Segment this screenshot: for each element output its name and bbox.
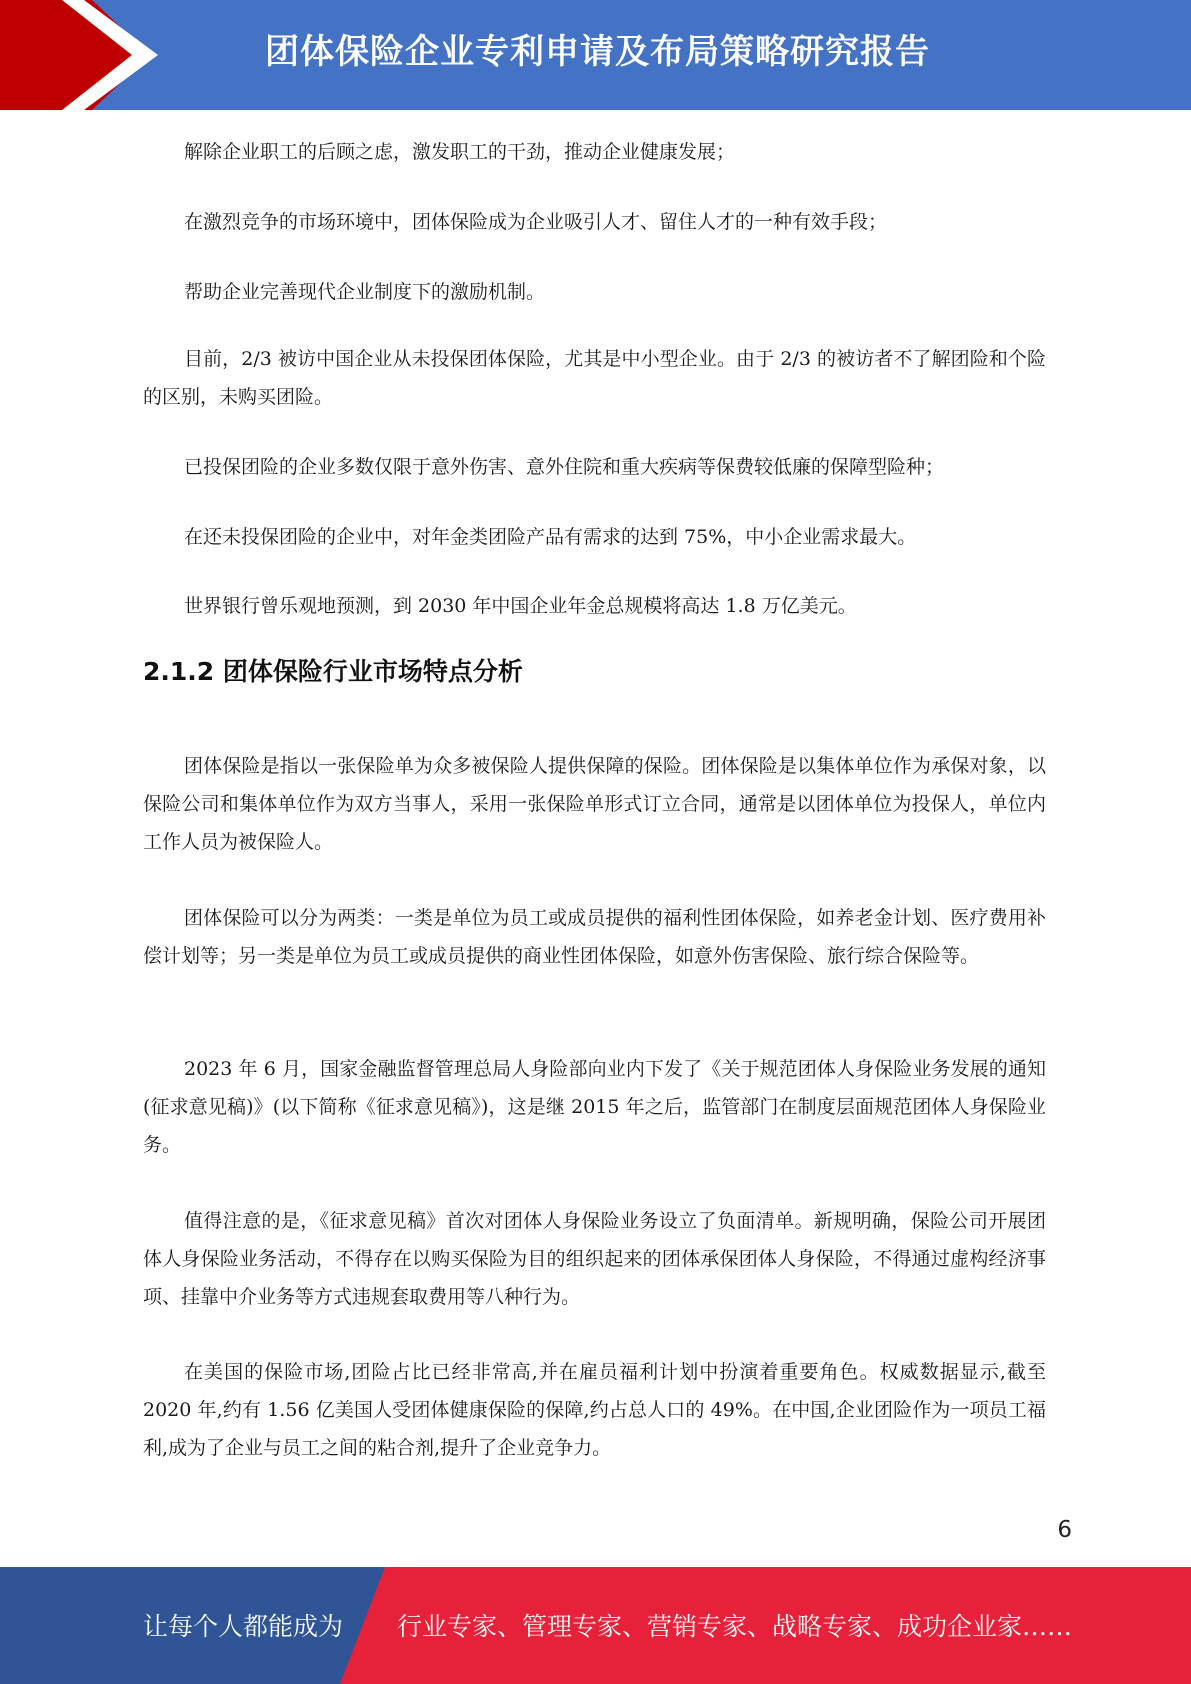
footer-slogan-left: 让每个人都能成为 (143, 1612, 344, 1641)
paragraph: 已投保团险的企业多数仅限于意外伤害、意外住院和重大疾病等保费较低廉的保障型险种； (184, 456, 945, 478)
paragraph: 团体保险可以分为两类：一类是单位为员工或成员提供的福利性团体保险，如养老金计划、医疗费用补偿计划等；另一类是单位为员工或成员提供的商业性团体保险，如意外伤害保险、旅行综合保险等。 (143, 907, 1046, 967)
paragraph: 2023 年 6 月，国家金融监督管理总局人身险部向业内下发了《关于规范团体人身保险业务发展的通知(征求意见稿)》(以下简称《征求意见稿》)，这是继 2015 年之后，监管部门在制度层面规范团体人身保险业务。 (143, 1058, 1046, 1156)
paragraph: 目前，2/3 被访中国企业从未投保团体保险，尤其是中小型企业。由于 2/3 的被访者不了解团险和个险的区别，未购买团险。 (143, 348, 1046, 408)
paragraph: 值得注意的是，《征求意见稿》首次对团体人身保险业务设立了负面清单。新规明确，保险公司开展团体人身保险业务活动，不得存在以购买保险为目的组织起来的团体承保团体人身保险，不得通过虚构经济事项、挂靠中介业务等方式违规套取费用等八种行为。 (143, 1210, 1046, 1308)
page-footer (0, 1567, 1191, 1684)
paragraph: 在美国的保险市场,团险占比已经非常高,并在雇员福利计划中扮演着重要角色。权威数据显示,截至 2020 年,约有 1.56 亿美国人受团体健康保险的保障,约占总人口的 49%。在中国,企业团险作为一项员工福利,成为了企业与员工之间的粘合剂,提升了企业竞争力。 (143, 1361, 1046, 1459)
page-header (0, 0, 1191, 110)
paragraph: 解除企业职工的后顾之虑，激发职工的干劲，推动企业健康发展； (184, 141, 736, 163)
paragraph: 在激烈竞争的市场环境中，团体保险成为企业吸引人才、留住人才的一种有效手段； (184, 211, 888, 233)
paragraph: 帮助企业完善现代企业制度下的激励机制。 (184, 281, 546, 303)
paragraph: 在还未投保团险的企业中，对年金类团险产品有需求的达到 75%，中小企业需求最大。 (184, 526, 917, 548)
page-number: 6 (1057, 1517, 1072, 1543)
section-heading: 2.1.2 团体保险行业市场特点分析 (143, 657, 523, 686)
paragraph: 团体保险是指以一张保险单为众多被保险人提供保障的保险。团体保险是以集体单位作为承保对象，以保险公司和集体单位作为双方当事人，采用一张保险单形式订立合同，通常是以团体单位为投保人，单位内工作人员为被保险人。 (143, 755, 1046, 853)
paragraph: 世界银行曾乐观地预测，到 2030 年中国企业年金总规模将高达 1.8 万亿美元。 (184, 595, 857, 617)
footer-slogan-right: 行业专家、管理专家、营销专家、战略专家、成功企业家…… (397, 1612, 1073, 1641)
report-title: 团体保险企业专利申请及布局策略研究报告 (265, 32, 930, 72)
header-red-chevron (0, 0, 150, 110)
